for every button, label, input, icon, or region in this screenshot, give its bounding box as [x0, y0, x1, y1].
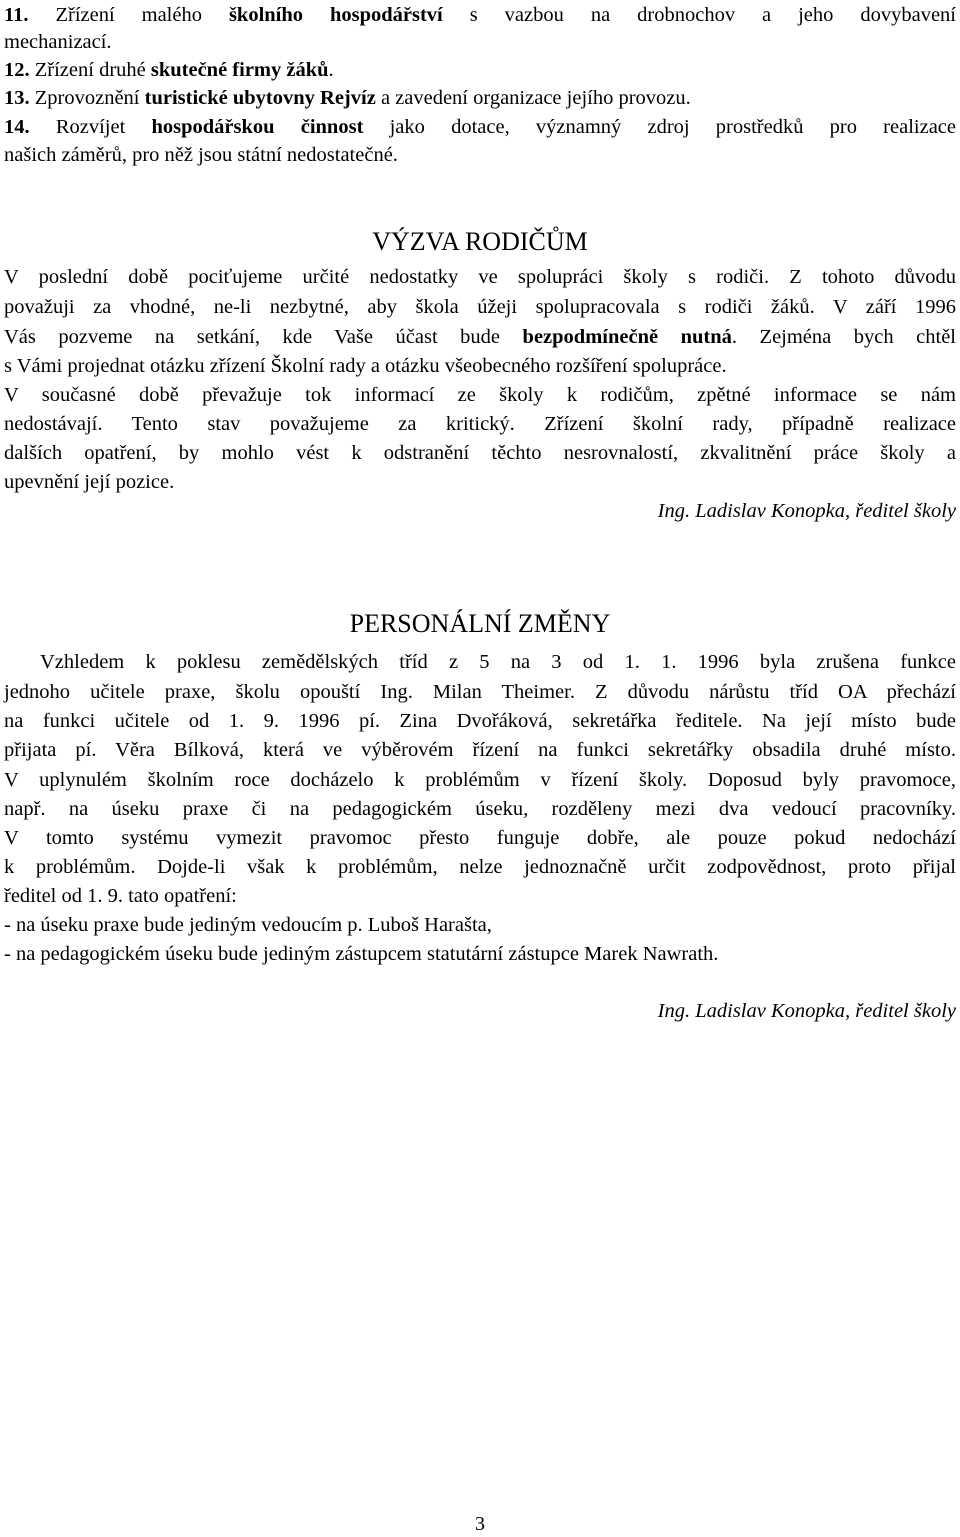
- paragraph-line: upevnění její pozice.: [4, 471, 175, 493]
- list-item-11-continuation: mechanizací.: [4, 31, 112, 53]
- list-line: - na úseku praxe bude jediným vedoucím p. Luboš Harašta,: [4, 914, 492, 936]
- list-bold-text: hospodářskou činnost: [151, 116, 364, 138]
- page-number: 3: [475, 1513, 485, 1535]
- paragraph-line: V tomto systému vymezit pravomoc přesto funguje dobře, ale pouze pokud nedochází: [4, 827, 956, 849]
- list-text: Zprovoznění: [29, 87, 145, 109]
- list-number: 13.: [4, 87, 30, 109]
- signature-vyzva: Ing. Ladislav Konopka, ředitel školy: [657, 500, 956, 522]
- list-text: s vazbou na drobnochov a jeho dovybavení: [442, 4, 957, 26]
- paragraph-line: k problémům. Dojde-li však k problémům, nelze jednoznačně určit zodpovědnost, proto přijal: [4, 856, 956, 878]
- list-number: 14.: [4, 116, 30, 138]
- paragraph-text: . Zejména bych chtěl: [731, 326, 956, 348]
- paragraph-text: Vás pozveme na setkání, kde Vaše účast bude: [4, 326, 523, 348]
- paragraph-line: dalších opatření, by mohlo vést k odstranění těchto nesrovnalostí, zkvalitnění práce školy a: [4, 442, 956, 464]
- signature-personalni: Ing. Ladislav Konopka, ředitel školy: [657, 1000, 956, 1022]
- paragraph-line: V poslední době pociťujeme určité nedostatky ve spolupráci školy s rodiči. Z tohoto důvodu: [4, 266, 956, 288]
- list-item-14-continuation: našich záměrů, pro něž jsou státní nedostatečné.: [4, 144, 398, 166]
- list-number: 11.: [4, 4, 29, 26]
- list-text: .: [328, 59, 334, 81]
- paragraph-line: s Vámi projednat otázku zřízení Školní rady a otázku všeobecného rozšíření spolupráce.: [4, 355, 727, 377]
- paragraph-line: např. na úseku praxe či na pedagogickém úseku, rozděleny mezi dva vedoucí pracovníky.: [4, 798, 956, 820]
- list-text: Zřízení malého: [55, 4, 229, 26]
- section-heading-personalni: PERSONÁLNÍ ZMĚNY: [349, 609, 611, 638]
- list-item-11: [4, 0, 956, 30]
- paragraph-line: V současné době převažuje tok informací ze školy k rodičům, zpětné informace se nám: [4, 384, 956, 406]
- paragraph-bold-text: bezpodmínečně nutná: [522, 326, 732, 348]
- list-line: - na pedagogickém úseku bude jediným zástupcem statutární zástupce Marek Nawrath.: [4, 943, 719, 965]
- paragraph-line: přijata pí. Věra Bílková, která ve výběrovém řízení na funkci sekretářky obsadila druhé místo.: [4, 739, 956, 761]
- list-text: jako dotace, významný zdroj prostředků pro realizace: [363, 116, 956, 138]
- section-heading-vyzva: VÝZVA RODIČŮM: [372, 227, 588, 256]
- list-bold-text: školního hospodářství: [228, 4, 443, 26]
- paragraph-line: V uplynulém školním roce docházelo k problémům v řízení školy. Doposud byly pravomoce,: [4, 769, 956, 791]
- list-bold-text: skutečné firmy žáků: [150, 59, 329, 81]
- list-text: Rozvíjet: [29, 116, 152, 138]
- list-bold-text: turistické ubytovny Rejvíz: [144, 87, 376, 109]
- list-number: 12.: [4, 59, 30, 81]
- list-item-12: [4, 55, 956, 85]
- list-text: Zřízení druhé: [29, 59, 151, 81]
- paragraph-line: na funkci učitele od 1. 9. 1996 pí. Zina Dvořáková, sekretářka ředitele. Na její místo bude: [4, 710, 956, 732]
- list-item-14: [4, 112, 956, 142]
- paragraph-line: [4, 322, 956, 352]
- paragraph-line: považuji za vhodné, ne-li nezbytné, aby škola úžeji spolupracovala s rodiči žáků. V září 1996: [4, 296, 956, 318]
- paragraph-line: Vzhledem k poklesu zemědělských tříd z 5 na 3 od 1. 1. 1996 byla zrušena funkce: [40, 651, 956, 673]
- paragraph-line: nedostávají. Tento stav považujeme za kritický. Zřízení školní rady, případně realizace: [4, 413, 956, 435]
- list-text: a zavedení organizace jejího provozu.: [375, 87, 691, 109]
- list-item-13: [4, 83, 956, 113]
- paragraph-line: ředitel od 1. 9. tato opatření:: [4, 885, 237, 907]
- paragraph-line: jednoho učitele praxe, školu opouští Ing. Milan Theimer. Z důvodu nárůstu tříd OA přechází: [4, 681, 956, 703]
